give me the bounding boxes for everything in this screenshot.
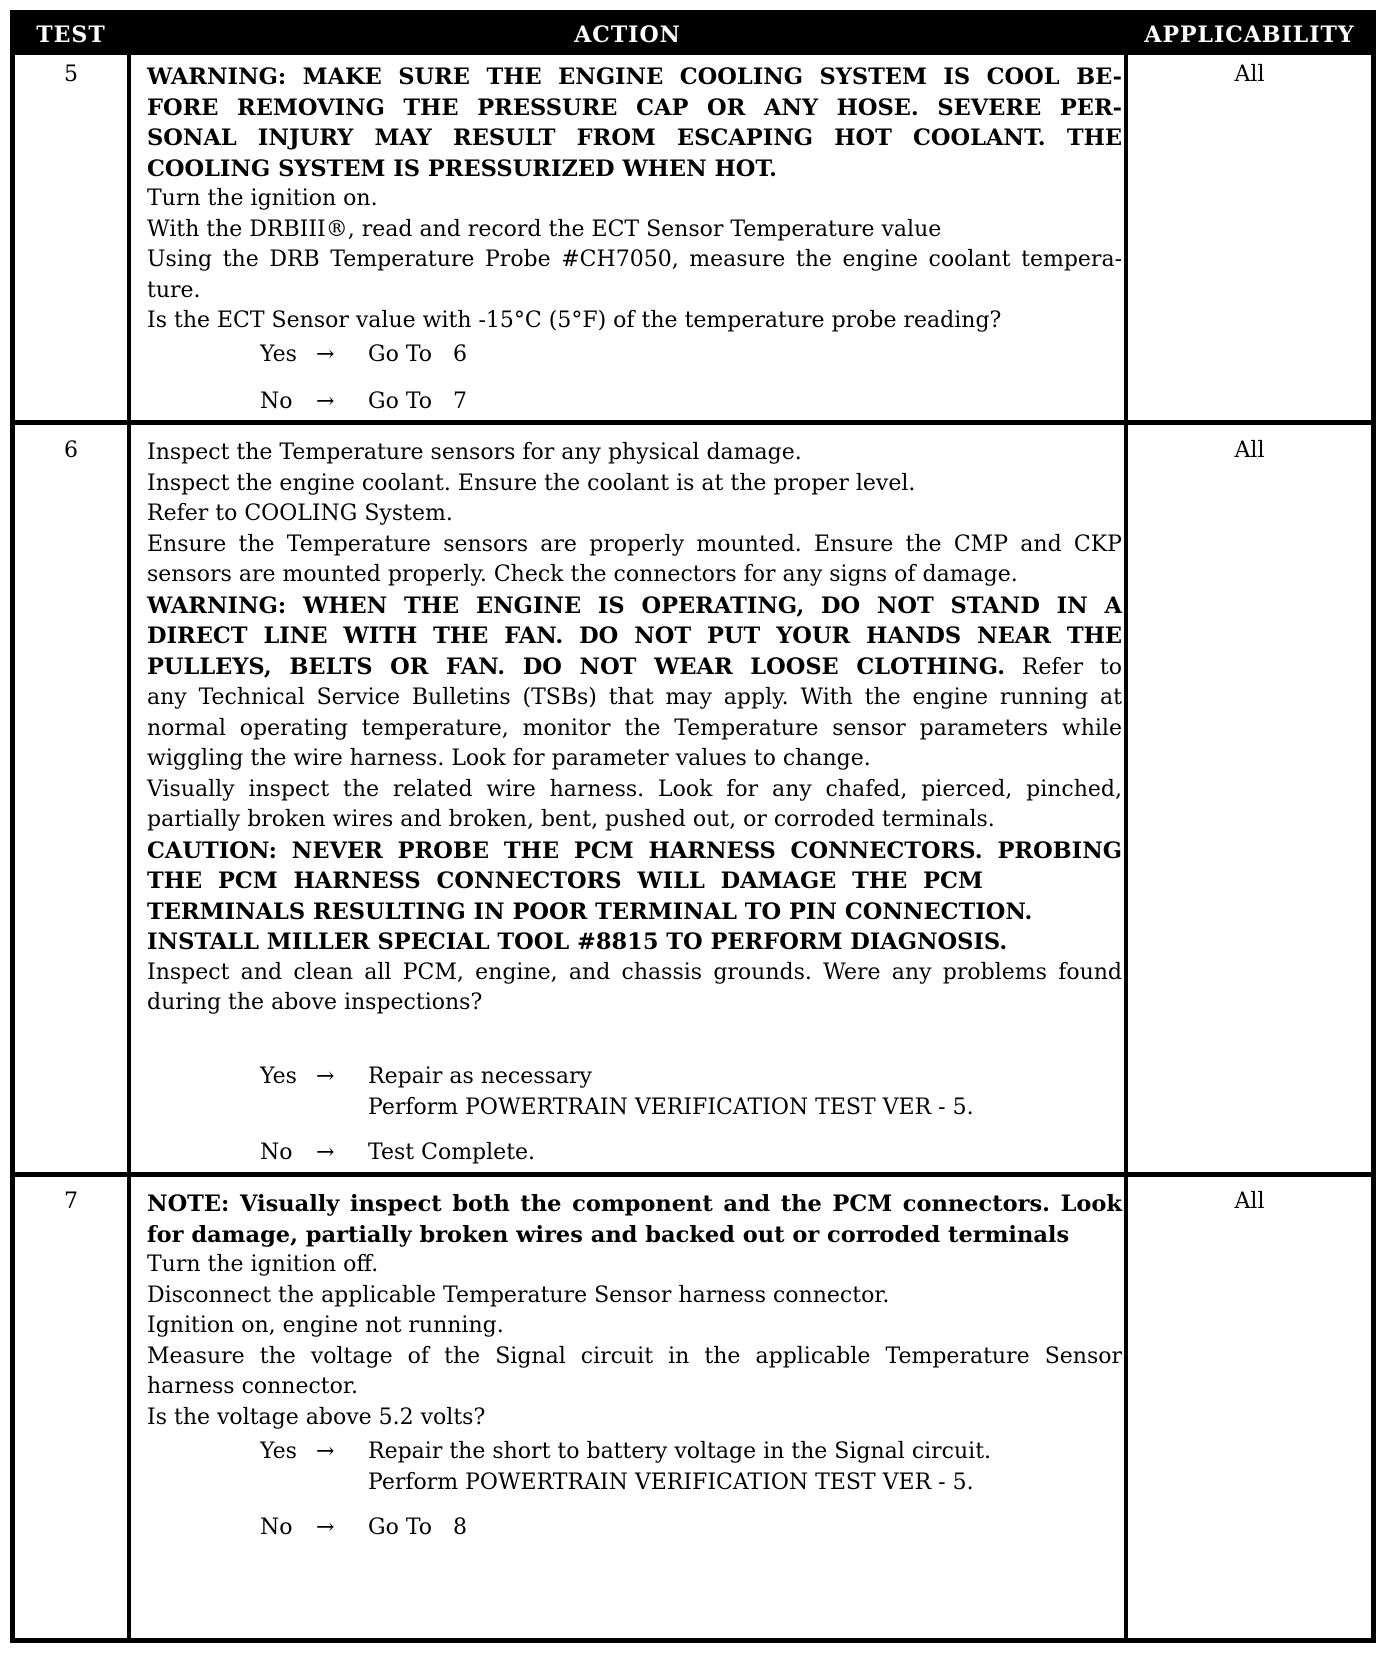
yes-result: Repair as necessary — [368, 1064, 592, 1089]
action-text-test-7 — [147, 1189, 1122, 1433]
step-text: Measure the voltage of the Signal circuit in the applicable Temperature Sensor — [147, 1343, 1122, 1369]
row-divider — [15, 420, 1371, 425]
no-label: No — [260, 389, 293, 414]
applicability-value: All — [1234, 1189, 1265, 1214]
yes-label: Yes — [260, 1064, 297, 1089]
step-text: Ignition on, engine not running. — [147, 1313, 504, 1338]
yes-option — [260, 340, 467, 371]
header-action: ACTION — [574, 22, 681, 48]
warning-line: FORE REMOVING THE PRESSURE CAP OR ANY HOSE. SEVERE PER- — [147, 94, 1122, 121]
no-option — [260, 387, 467, 418]
action-text-test-5 — [147, 62, 1122, 337]
step-text: Refer to COOLING System. — [147, 501, 453, 526]
step-text: harness connector. — [147, 1374, 358, 1399]
table-header — [15, 15, 1371, 55]
step-text: Disconnect the applicable Temperature Sensor harness connector. — [147, 1282, 890, 1308]
warning-tail: Refer to — [1005, 654, 1122, 680]
arrow-icon: → — [316, 1515, 335, 1540]
row-divider — [15, 1172, 1371, 1177]
yes-option — [260, 1437, 991, 1498]
test-number: 6 — [64, 438, 78, 463]
warning-line: SONAL INJURY MAY RESULT FROM ESCAPING HOT COOLANT. THE — [147, 125, 1122, 151]
step-text: With the DRBIII®, read and record the ECT Sensor Temperature value — [147, 216, 942, 242]
paragraph-line: normal operating temperature, monitor the Temperature sensor parameters while — [147, 715, 1122, 741]
caution-line: CAUTION: NEVER PROBE THE PCM HARNESS CONNECTORS. PROBING — [147, 837, 1122, 864]
no-result: Go To 7 — [368, 389, 467, 414]
step-text: Inspect the Temperature sensors for any physical damage. — [147, 440, 802, 465]
arrow-icon: → — [316, 1140, 335, 1165]
action-text-test-6 — [147, 438, 1122, 1019]
warning-line: WARNING: MAKE SURE THE ENGINE COOLING SYSTEM IS COOL BE- — [147, 64, 1122, 90]
arrow-icon: → — [316, 389, 335, 414]
paragraph-line: wiggling the wire harness. Look for parameter values to change. — [147, 746, 871, 771]
no-result: Go To 8 — [368, 1515, 467, 1540]
step-text: Ensure the Temperature sensors are properly mounted. Ensure the CMP and CKP — [147, 531, 1122, 557]
column-divider — [1124, 55, 1128, 1638]
caution-line: THE PCM HARNESS CONNECTORS WILL DAMAGE THE PCM — [147, 868, 983, 894]
note-line: NOTE: Visually inspect both the component and the PCM connectors. Look — [147, 1191, 1122, 1217]
warning-line: COOLING SYSTEM IS PRESSURIZED WHEN HOT. — [147, 155, 778, 182]
header-test: TEST — [36, 22, 106, 48]
caution-line: INSTALL MILLER SPECIAL TOOL #8815 TO PERFORM DIAGNOSIS. — [147, 929, 1008, 955]
warning-line: WARNING: WHEN THE ENGINE IS OPERATING, DO NOT STAND IN A — [147, 592, 1122, 619]
paragraph-line: any Technical Service Bulletins (TSBs) that may apply. With the engine running at — [147, 685, 1122, 710]
arrow-icon: → — [316, 342, 335, 367]
no-label: No — [260, 1140, 293, 1165]
arrow-icon: → — [316, 1439, 335, 1464]
no-option — [260, 1513, 467, 1544]
warning-line — [147, 652, 1122, 684]
test-number: 7 — [64, 1189, 78, 1214]
header-applicability: APPLICABILITY — [1144, 22, 1355, 48]
note-line: for damage, partially broken wires and backed out or corroded terminals — [147, 1221, 1070, 1248]
yes-result: Repair the short to battery voltage in the Signal circuit. — [368, 1439, 992, 1464]
step-text: Inspect and clean all PCM, engine, and chassis grounds. Were any problems found — [147, 959, 1122, 985]
step-text: Turn the ignition on. — [147, 186, 378, 211]
step-text: partially broken wires and broken, bent, pushed out, or corroded terminals. — [147, 807, 995, 832]
arrow-icon: → — [316, 1064, 335, 1089]
step-text: Visually inspect the related wire harness. Look for any chafed, pierced, pinched, — [147, 776, 1122, 802]
yes-result: Perform POWERTRAIN VERIFICATION TEST VER - 5. — [368, 1469, 974, 1495]
step-text: Using the DRB Temperature Probe #CH7050, measure the engine coolant tempera- — [147, 247, 1122, 272]
question-text: Is the ECT Sensor value with -15°C (5°F) of the temperature probe reading? — [147, 308, 1002, 333]
question-text: Is the voltage above 5.2 volts? — [147, 1404, 486, 1430]
yes-label: Yes — [260, 342, 297, 367]
step-text: ture. — [147, 277, 201, 303]
yes-option — [260, 1062, 974, 1123]
no-option — [260, 1138, 535, 1169]
applicability-value: All — [1234, 62, 1265, 87]
yes-result: Perform POWERTRAIN VERIFICATION TEST VER - 5. — [368, 1094, 974, 1120]
yes-label: Yes — [260, 1439, 297, 1464]
step-text: Turn the ignition off. — [147, 1252, 379, 1277]
diagnostic-table — [10, 10, 1376, 1643]
no-result: Test Complete. — [368, 1140, 536, 1165]
warning-line: DIRECT LINE WITH THE FAN. DO NOT PUT YOUR HANDS NEAR THE — [147, 623, 1122, 649]
step-text: Inspect the engine coolant. Ensure the coolant is at the proper level. — [147, 470, 916, 496]
column-divider — [127, 55, 131, 1638]
step-text: during the above inspections? — [147, 990, 483, 1015]
warning-bold: PULLEYS, BELTS OR FAN. DO NOT WEAR LOOSE CLOTHING. — [147, 653, 1006, 680]
step-text: sensors are mounted properly. Check the connectors for any signs of damage. — [147, 562, 1018, 587]
no-label: No — [260, 1515, 293, 1540]
yes-result: Go To 6 — [368, 342, 467, 367]
applicability-value: All — [1234, 438, 1265, 463]
test-number: 5 — [64, 62, 78, 87]
caution-line: TERMINALS RESULTING IN POOR TERMINAL TO PIN CONNECTION. — [147, 898, 1033, 925]
